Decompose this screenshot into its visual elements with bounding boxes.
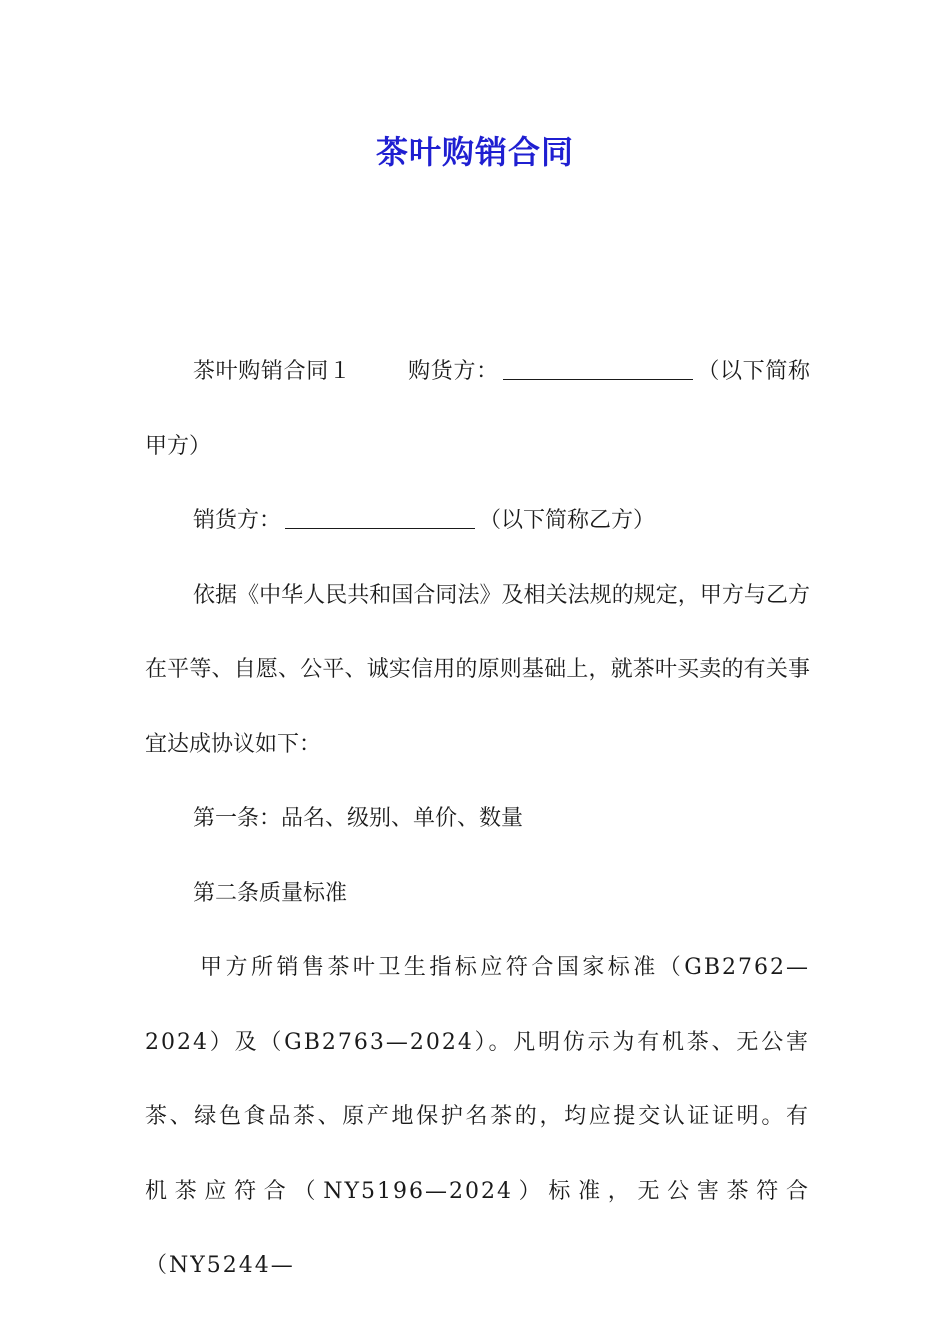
preamble-paragraph: 依据《中华人民共和国合同法》及相关法规的规定，甲方与乙方在平等、自愿、公平、诚实信用的原则基础上，就茶叶买卖的有关事宜达成协议如下： <box>145 582 810 757</box>
intro-paragraph <box>145 335 810 484</box>
seller-paragraph <box>145 484 810 559</box>
article-2-body: 甲方所销售茶叶卫生指标应符合国家标准（GB2762—2024）及（GB2763—2024）。凡明仿示为有机茶、无公害茶、绿色食品茶、原产地保护名茶的，均应提交认证证明。有机茶应符合（NY5196—2024）标准，无公害茶符合（NY5244— <box>145 955 810 1278</box>
seller-blank <box>285 506 475 529</box>
intro-label: 茶叶购销合同１ <box>193 359 352 384</box>
article-2-heading: 第二条质量标准 <box>193 880 348 906</box>
document-title: 茶叶购销合同 <box>375 133 574 171</box>
article-1-heading: 第一条：品名、级别、单价、数量 <box>193 806 524 831</box>
buyer-label: 购货方： <box>407 359 499 384</box>
buyer-suffix: （以下简称甲方） <box>145 359 810 459</box>
seller-label: 销货方： <box>193 508 282 533</box>
buyer-blank <box>503 357 693 380</box>
seller-suffix: （以下简称乙方） <box>479 508 656 533</box>
document-body <box>145 335 810 1304</box>
